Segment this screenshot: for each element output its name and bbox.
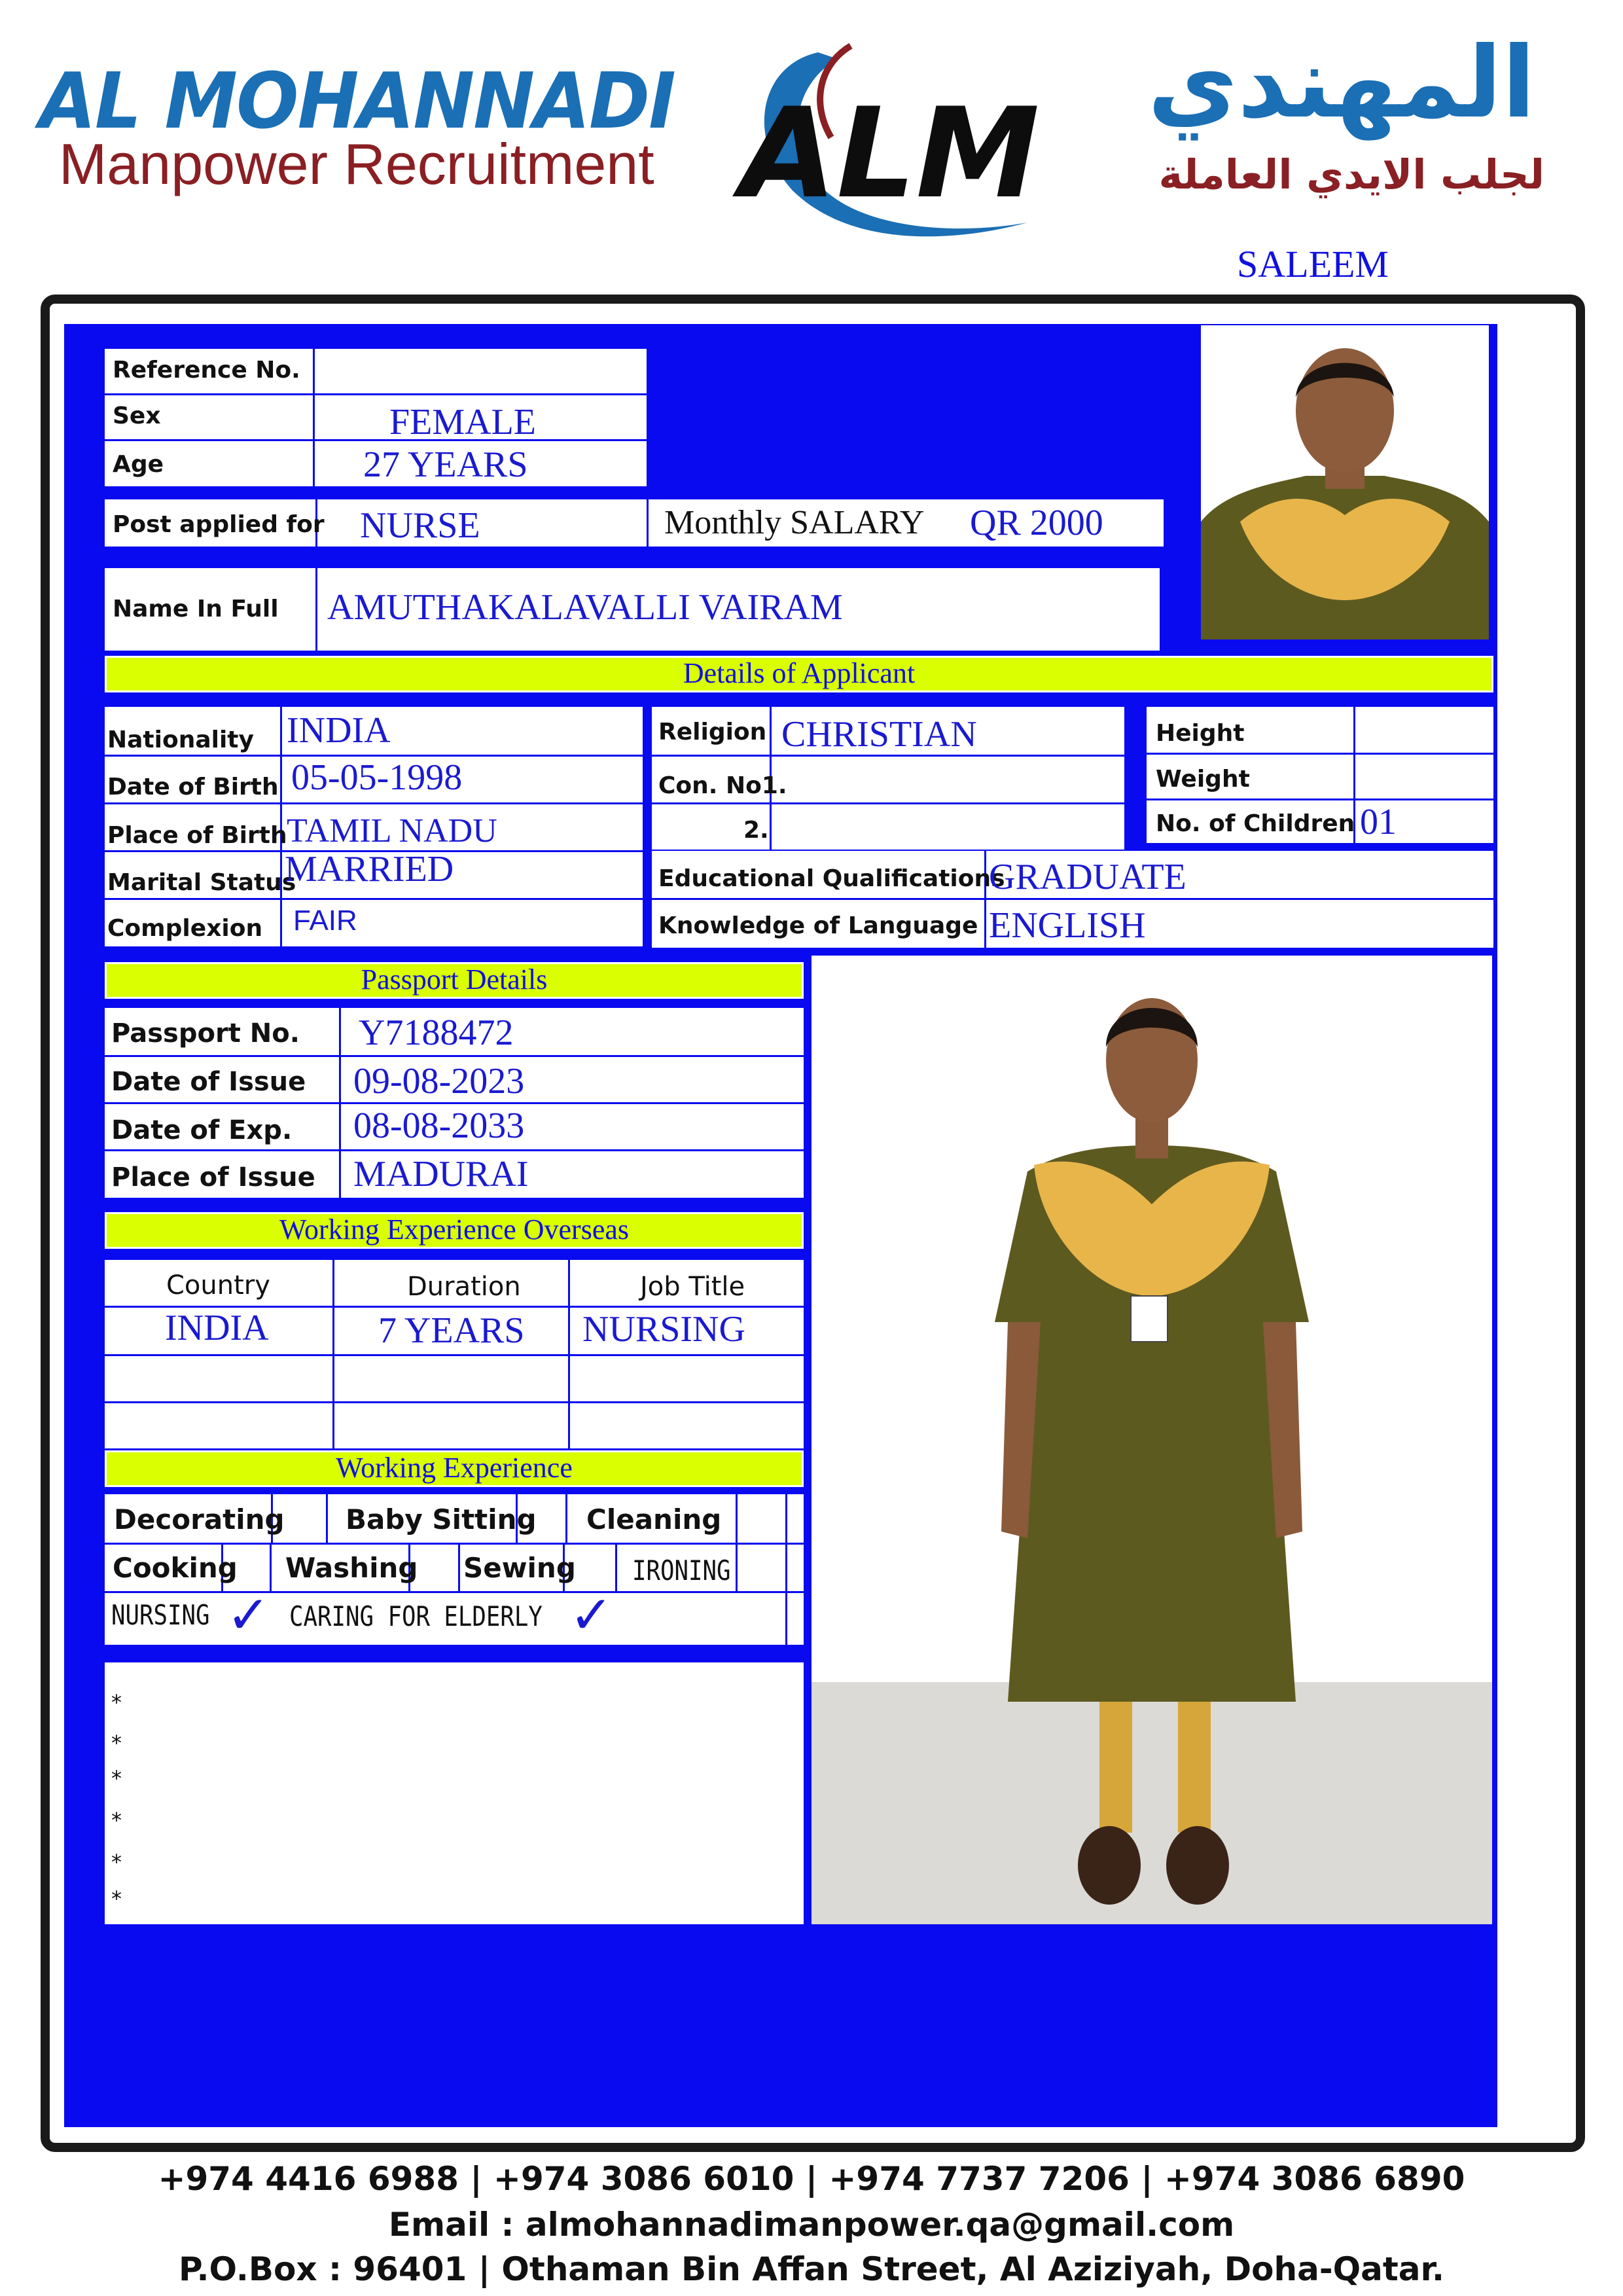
weight-label: Weight bbox=[1156, 766, 1250, 793]
sex-value: FEMALE bbox=[389, 402, 536, 442]
salary-label: Monthly SALARY bbox=[664, 504, 925, 541]
pob-label: Place of Birth bbox=[107, 822, 287, 849]
exp-cooking: Cooking bbox=[113, 1552, 238, 1584]
col-country: Country bbox=[166, 1270, 270, 1300]
logo-text: ALM bbox=[740, 81, 1040, 226]
sex-label: Sex bbox=[113, 403, 161, 429]
age-label: Age bbox=[113, 451, 164, 478]
complexion-label: Complexion bbox=[107, 915, 263, 942]
religion-label: Religion bbox=[658, 719, 767, 745]
footer-address: P.O.Box : 96401 | Othaman Bin Affan Street, Al Aziziyah, Doha-Qatar. bbox=[179, 2250, 1444, 2288]
marital-value: MARRIED bbox=[285, 849, 454, 889]
overseas-table bbox=[105, 1260, 804, 1448]
exp-nursing: NURSING bbox=[111, 1599, 210, 1631]
note-bullet: * bbox=[111, 1886, 122, 1911]
exp-caring-elderly: CARING FOR ELDERLY bbox=[289, 1600, 543, 1632]
passport-table bbox=[105, 1008, 804, 1198]
education-label: Educational Qualifications bbox=[658, 865, 1005, 892]
dob-value: 05-05-1998 bbox=[291, 757, 463, 798]
contact1-label: Con. No1. bbox=[658, 772, 787, 799]
brand-name-english: AL MOHANNADI bbox=[39, 56, 675, 146]
footer-phones: +974 4416 6988 | +974 3086 6010 | +974 7737 7206 | +974 3086 6890 bbox=[158, 2160, 1465, 2198]
marital-label: Marital Status bbox=[107, 869, 296, 896]
notes-box bbox=[105, 1662, 804, 1924]
note-bullet: * bbox=[111, 1766, 122, 1791]
personal-details-table bbox=[105, 707, 643, 946]
footer-email: Email : almohannadimanpower.qa@gmail.com bbox=[388, 2206, 1235, 2244]
overseas-band: Working Experience Overseas bbox=[105, 1212, 804, 1249]
agent-name: SALEEM bbox=[1237, 243, 1389, 285]
passport-exp-label: Date of Exp. bbox=[111, 1115, 293, 1145]
nationality-value: INDIA bbox=[287, 710, 391, 751]
nursing-checkmark-icon: ✓ bbox=[226, 1585, 271, 1645]
caring-checkmark-icon: ✓ bbox=[569, 1585, 614, 1645]
name-value: AMUTHAKALAVALLI VAIRAM bbox=[327, 587, 843, 628]
passport-place-value: MADURAI bbox=[353, 1154, 529, 1194]
language-label: Knowledge of Language bbox=[658, 912, 978, 939]
reference-label: Reference No. bbox=[113, 357, 300, 384]
brand-tagline-english: Manpower Recruitment bbox=[59, 132, 654, 196]
passport-issue-label: Date of Issue bbox=[111, 1067, 306, 1097]
passport-no-value: Y7188472 bbox=[359, 1013, 514, 1053]
name-row bbox=[105, 568, 1160, 651]
contact2-label: 2. bbox=[743, 817, 769, 844]
pob-value: TAMIL NADU bbox=[287, 812, 497, 850]
exp-ironing: IRONING bbox=[632, 1554, 731, 1587]
dob-label: Date of Birth bbox=[107, 774, 279, 800]
applicant-portrait-photo bbox=[1201, 325, 1489, 639]
note-bullet: * bbox=[111, 1808, 122, 1833]
brand-name-arabic: المهندي bbox=[1147, 26, 1536, 140]
religion-value: CHRISTIAN bbox=[781, 714, 977, 755]
education-table bbox=[652, 851, 1493, 948]
exp-sewing: Sewing bbox=[463, 1552, 576, 1584]
children-label: No. of Children bbox=[1156, 810, 1355, 837]
passport-issue-value: 09-08-2023 bbox=[353, 1061, 525, 1102]
exp-cleaning: Cleaning bbox=[586, 1503, 722, 1535]
post-value: NURSE bbox=[360, 505, 480, 546]
exp-baby-sitting: Baby Sitting bbox=[346, 1503, 537, 1535]
experience-band: Working Experience bbox=[105, 1450, 804, 1487]
salary-value: QR 2000 bbox=[970, 503, 1103, 543]
alm-logo bbox=[720, 26, 1060, 262]
physical-table bbox=[1147, 707, 1493, 843]
passport-place-label: Place of Issue bbox=[111, 1162, 315, 1193]
post-row bbox=[105, 499, 1164, 547]
exp-decorating: Decorating bbox=[114, 1503, 285, 1535]
applicant-full-photo bbox=[812, 956, 1492, 1924]
col-job-title: Job Title bbox=[640, 1272, 745, 1302]
height-label: Height bbox=[1156, 720, 1245, 747]
religion-table bbox=[652, 707, 1124, 850]
note-bullet: * bbox=[111, 1850, 122, 1874]
experience-table bbox=[105, 1494, 804, 1645]
note-bullet: * bbox=[111, 1690, 122, 1715]
post-label: Post applied for bbox=[113, 511, 325, 538]
passport-band: Passport Details bbox=[105, 962, 804, 999]
education-value: GRADUATE bbox=[989, 857, 1186, 897]
row1-job-title: NURSING bbox=[582, 1309, 745, 1350]
note-bullet: * bbox=[111, 1731, 122, 1755]
name-label: Name In Full bbox=[113, 596, 279, 622]
language-value: ENGLISH bbox=[989, 905, 1146, 946]
col-duration: Duration bbox=[407, 1272, 521, 1302]
row1-country: INDIA bbox=[165, 1308, 269, 1348]
nationality-label: Nationality bbox=[107, 726, 254, 753]
children-value: 01 bbox=[1360, 802, 1397, 842]
brand-tagline-arabic: لجلب الايدي العاملة bbox=[1158, 151, 1544, 198]
age-value: 27 YEARS bbox=[363, 444, 528, 485]
details-band: Details of Applicant bbox=[105, 656, 1493, 692]
basic-info-table bbox=[105, 349, 647, 486]
passport-exp-value: 08-08-2033 bbox=[353, 1105, 525, 1146]
complexion-value: FAIR bbox=[293, 905, 357, 937]
row1-duration: 7 YEARS bbox=[378, 1310, 525, 1351]
passport-no-label: Passport No. bbox=[111, 1018, 300, 1049]
exp-washing: Washing bbox=[285, 1552, 418, 1584]
